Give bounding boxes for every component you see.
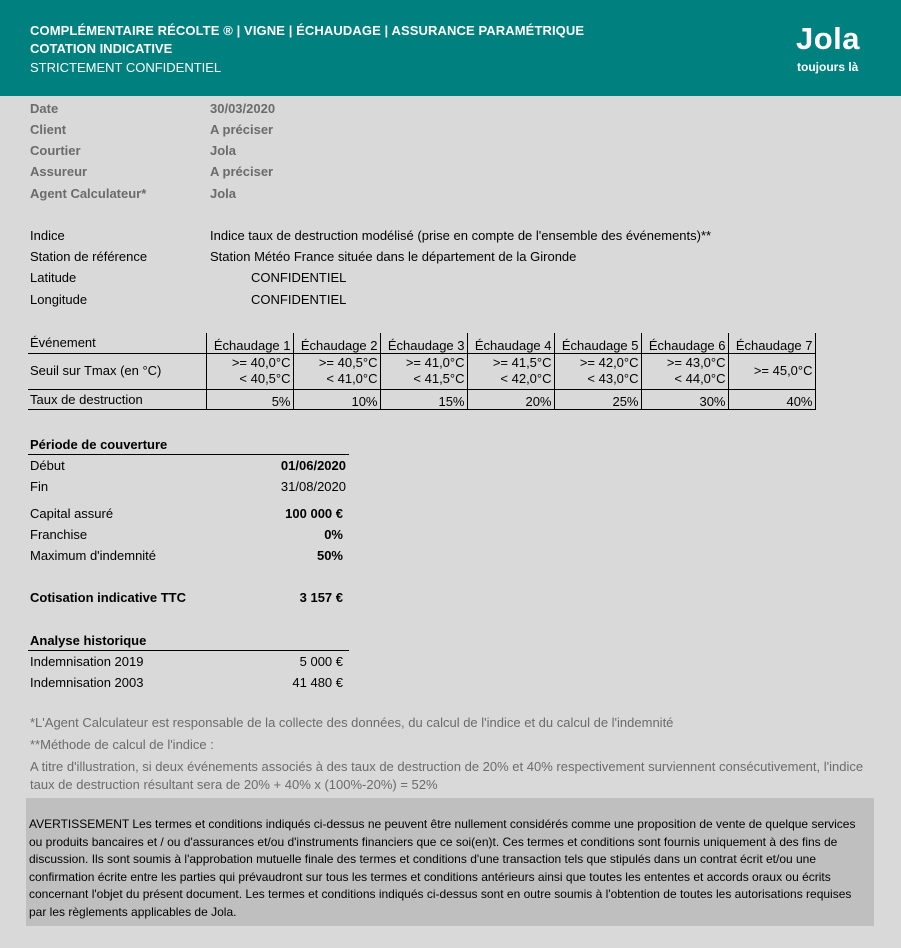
jola-tagline: toujours là [797, 60, 859, 74]
history-label-2019: Indemnisation 2019 [30, 654, 144, 669]
agent-label: Agent Calculateur* [30, 186, 147, 201]
event-name-6: Échaudage 6 [641, 333, 728, 353]
latitude-value: CONFIDENTIEL [251, 270, 347, 285]
client-value: A préciser [210, 122, 274, 137]
history-value-2019: 5 000 € [299, 654, 343, 669]
events-table [28, 333, 816, 410]
seuil-max-4: < 42,0°C [500, 371, 552, 386]
seuil-cell-2 [293, 353, 380, 389]
table-row [28, 389, 815, 409]
capital-value: 100 000 € [285, 506, 343, 521]
note-method: **Méthode de calcul de l'indice : [30, 737, 214, 752]
taux-5: 25% [554, 389, 641, 409]
seuil-min-4: >= 41,5°C [492, 355, 552, 370]
seuil-cell-6 [641, 353, 728, 389]
franchise-label: Franchise [30, 527, 88, 542]
event-name-7: Échaudage 7 [728, 333, 815, 353]
note-agent: *L'Agent Calculateur est responsable de la collecte des données, du calcul de l'indice et du calcul de l'indemnité [30, 715, 674, 730]
history-title: Analyse historique [30, 633, 147, 648]
taux-4: 20% [467, 389, 554, 409]
seuil-max-1: < 40,5°C [239, 371, 291, 386]
indice-label: Indice [30, 228, 65, 243]
event-name-1: Échaudage 1 [206, 333, 293, 353]
seuil-max-3: < 41,5°C [413, 371, 465, 386]
cotisation-label: Cotisation indicative TTC [30, 590, 187, 605]
assureur-value: A préciser [210, 164, 274, 179]
taux-1: 5% [206, 389, 293, 409]
longitude-label: Longitude [30, 292, 88, 307]
seuil-min-3: >= 41,0°C [405, 355, 465, 370]
disclaimer-text: AVERTISSEMENT Les termes et conditions indiqués ci-dessus ne peuvent être nullement considérés comme une proposition de vente de quelque services ou produits bancaires et / ou d'assurances et/ou d'instruments financiers que ce soi(en)t. Ces termes et conditions sont fournis uniquement à des fins de discussion. Ils sont soumis à l'approbation mutuelle finale des termes et conditions d'une transaction tels que stipulés dans un contrat écrit et/ou une confirmation écrite entre les parties qui prévaudront sur tous les termes et conditions antérieurs ainsi que toutes les ententes et accords oraux ou écrits concernant l'objet du présent document. Les termes et conditions indiqués ci-dessus sont en outre soumis à l'obtention de toutes les autorisations requises par les règlements applicables de Jola. [29, 817, 856, 919]
document-title: COMPLÉMENTAIRE RÉCOLTE ® | VIGNE | ÉCHAUDAGE | ASSURANCE PARAMÉTRIQUE [30, 23, 585, 38]
seuil-cell-5 [554, 353, 641, 389]
seuil-cell-3 [380, 353, 467, 389]
seuil-min-6: >= 43,0°C [666, 355, 726, 370]
event-name-3: Échaudage 3 [380, 333, 467, 353]
debut-value: 01/06/2020 [280, 458, 346, 473]
seuil-min-2: >= 40,5°C [318, 355, 378, 370]
fin-label: Fin [30, 479, 49, 494]
client-label: Client [30, 122, 67, 137]
cotisation-value: 3 157 € [299, 590, 343, 605]
debut-label: Début [30, 458, 65, 473]
station-value: Station Météo France située dans le département de la Gironde [210, 249, 577, 264]
coverage-divider [28, 454, 349, 455]
jola-logo: Jola [796, 21, 861, 56]
seuil-min-1: >= 40,0°C [231, 355, 291, 370]
table-row [28, 353, 815, 389]
taux-7: 40% [728, 389, 815, 409]
seuil-cell-1 [206, 353, 293, 389]
date-label: Date [30, 101, 59, 116]
date-value: 30/03/2020 [210, 101, 276, 116]
seuil-max-6: < 44,0°C [674, 371, 726, 386]
note-illustration-line2: taux de destruction résultant sera de 20% + 40% x (100%-20%) = 52% [30, 777, 438, 792]
history-value-2003: 41 480 € [292, 675, 343, 690]
indice-value: Indice taux de destruction modélisé (prise en compte de l'ensemble des événements)** [210, 228, 712, 243]
taux-label: Taux de destruction [28, 389, 206, 409]
seuil-max-5: < 43,0°C [587, 371, 639, 386]
seuil-max-2: < 41,0°C [326, 371, 378, 386]
confidentiality-label: STRICTEMENT CONFIDENTIEL [30, 60, 222, 75]
document-subtitle: COTATION INDICATIVE [30, 41, 173, 56]
header-banner [0, 0, 901, 96]
courtier-label: Courtier [30, 143, 81, 158]
seuil-cell-4 [467, 353, 554, 389]
table-row [28, 333, 815, 353]
fin-value: 31/08/2020 [280, 479, 346, 494]
capital-label: Capital assuré [30, 506, 114, 521]
taux-3: 15% [380, 389, 467, 409]
disclaimer-box [26, 798, 874, 926]
event-name-5: Échaudage 5 [554, 333, 641, 353]
seuil-label: Seuil sur Tmax (en °C) [28, 353, 206, 389]
event-name-2: Échaudage 2 [293, 333, 380, 353]
taux-2: 10% [293, 389, 380, 409]
longitude-value: CONFIDENTIEL [251, 292, 347, 307]
assureur-label: Assureur [30, 164, 88, 179]
history-label-2003: Indemnisation 2003 [30, 675, 144, 690]
latitude-label: Latitude [30, 270, 77, 285]
seuil-cell-7 [728, 353, 815, 389]
station-label: Station de référence [30, 249, 148, 264]
event-name-4: Échaudage 4 [467, 333, 554, 353]
seuil-min-7: >= 45,0°C [753, 363, 813, 378]
coverage-title: Période de couverture [30, 437, 168, 452]
agent-value: Jola [210, 186, 237, 201]
franchise-value: 0% [324, 527, 343, 542]
maximum-label: Maximum d'indemnité [30, 548, 157, 563]
note-illustration-line1: A titre d'illustration, si deux événements associés à des taux de destruction de 20% et 40% respectivement surviennent consécutivement, l'indice [30, 759, 864, 774]
evenement-header: Événement [28, 333, 206, 353]
maximum-value: 50% [316, 548, 343, 563]
taux-6: 30% [641, 389, 728, 409]
seuil-min-5: >= 42,0°C [579, 355, 639, 370]
courtier-value: Jola [210, 143, 237, 158]
history-divider [28, 650, 349, 651]
